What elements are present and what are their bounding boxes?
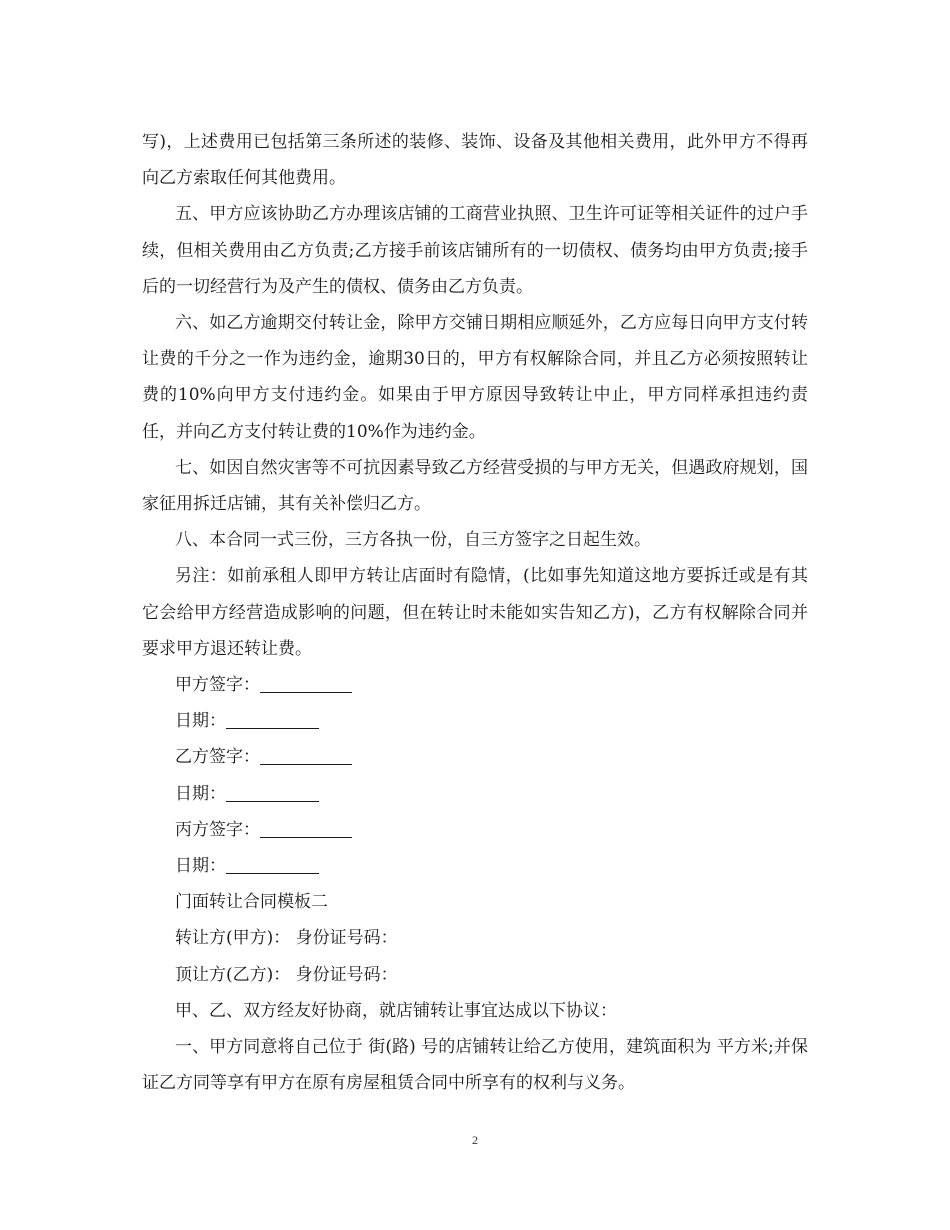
signature-date-c — [142, 848, 808, 884]
template-two-title: 门面转让合同模板二 — [175, 892, 328, 913]
signature-party-c — [142, 812, 808, 848]
transferor-line: 转让方(甲方)： 身份证号码： — [175, 928, 398, 949]
signature-party-a — [142, 667, 808, 703]
paragraph-clause-one: 一、甲方同意将自己位于 街(路) 号的店铺转让给乙方使用，建筑面积为 平方米;并保证乙方同等享有甲方在原有房屋租赁合同中所享有的权利与义务。 — [142, 1037, 808, 1094]
page-number: 2 — [472, 1133, 478, 1147]
paragraph-continuation: 写)，上述费用已包括第三条所述的装修、装饰、设备及其他相关费用，此外甲方不得再向乙方索取任何其他费用。 — [142, 132, 808, 189]
date-blank — [226, 856, 319, 874]
signature-label: 丙方签字： — [175, 819, 260, 840]
paragraph-note: 另注：如前承租人即甲方转让店面时有隐情，(比如事先知道这地方要拆迁或是有其它会给甲方经营造成影响的问题，但在转让时未能如实告知乙方)，乙方有权解除合同并要求甲方退还转让费。 — [142, 566, 808, 659]
paragraph-clause-five: 五、甲方应该协助乙方办理该店铺的工商营业执照、卫生许可证等相关证件的过户手续，但相关费用由乙方负责;乙方接手前该店铺所有的一切债权、债务均由甲方负责;接手后的一切经营行为及产生的债权、债务由乙方负责。 — [142, 204, 808, 297]
paragraph-clause-eight: 八、本合同一式三份，三方各执一份，自三方签字之日起生效。 — [175, 530, 651, 551]
signature-date-a — [142, 703, 808, 739]
signature-blank — [260, 675, 352, 693]
signature-blank — [260, 820, 352, 838]
date-label: 日期： — [175, 711, 226, 732]
document-body — [142, 124, 808, 1101]
date-blank — [226, 784, 319, 802]
date-blank — [226, 711, 319, 729]
signature-blank — [260, 747, 352, 765]
signature-party-b — [142, 739, 808, 775]
date-label: 日期： — [175, 783, 226, 804]
signature-label: 甲方签字： — [175, 675, 260, 696]
paragraph-clause-seven: 七、如因自然灾害等不可抗因素导致乙方经营受损的与甲方无关，但遇政府规划，国家征用拆迁店铺，其有关补偿归乙方。 — [142, 457, 808, 515]
signature-date-b — [142, 776, 808, 812]
transferee-line: 顶让方(乙方)： 身份证号码： — [175, 964, 398, 985]
agreement-intro: 甲、乙、双方经友好协商，就店铺转让事宜达成以下协议： — [175, 1000, 617, 1021]
date-label: 日期： — [175, 856, 226, 877]
signature-label: 乙方签字： — [175, 747, 260, 768]
paragraph-clause-six: 六、如乙方逾期交付转让金，除甲方交铺日期相应顺延外，乙方应每日向甲方支付转让费的千分之一作为违约金，逾期30日的，甲方有权解除合同，并且乙方必须按照转让费的10%向甲方支付违约金。如果由于甲方原因导致转让中止，甲方同样承担违约责任，并向乙方支付转让费的10%作为违约金。 — [142, 313, 808, 442]
